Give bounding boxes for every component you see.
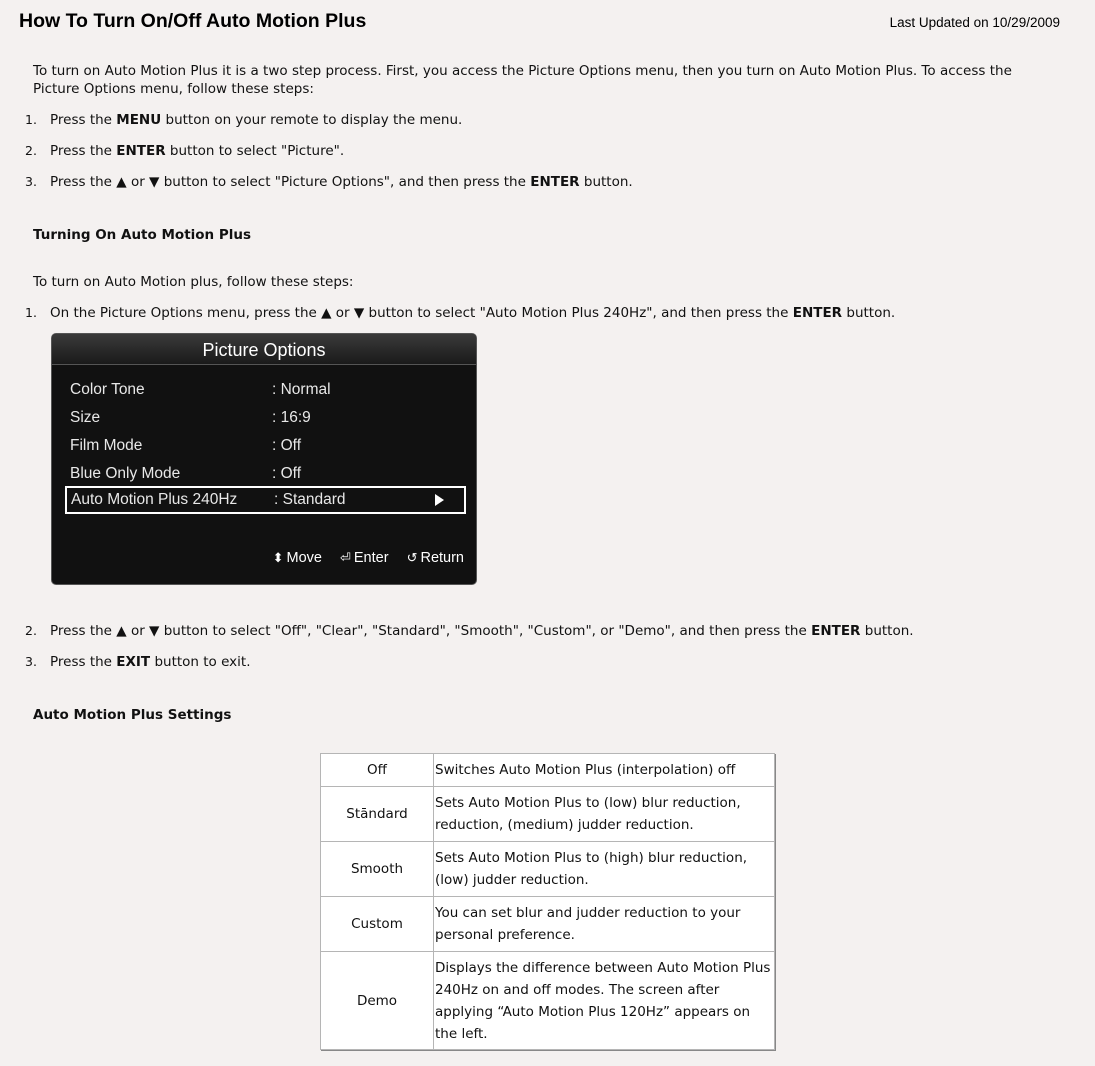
tv-menu-footer	[273, 550, 464, 566]
step-text-bold: EXIT	[116, 654, 151, 670]
step-number: 1.	[25, 112, 37, 127]
up-down-arrow-icon: ⬍	[272, 550, 284, 565]
step-number: 3.	[25, 654, 37, 669]
setting-description: Switches Auto Motion Plus (interpolation) off	[434, 754, 775, 787]
tv-menu-row-label: Auto Motion Plus 240Hz	[71, 491, 238, 508]
play-arrow-icon	[435, 494, 444, 506]
list-item	[25, 653, 251, 671]
tv-menu-row-color-tone	[70, 376, 466, 404]
step-text-pre: Press the	[50, 112, 117, 128]
step-text-pre: Press the	[50, 143, 117, 159]
tv-menu-row-value: : Normal	[272, 381, 331, 398]
setting-description: Sets Auto Motion Plus to (high) blur reduction, (low) judder reduction.	[434, 842, 775, 897]
tv-footer-return-label: Return	[420, 550, 464, 566]
tv-menu-row-value: : Off	[272, 465, 302, 482]
step-text-pre: On the Picture Options menu, press the ▲ or ▼ button to select "Auto Motion Plus 240Hz", and then press the	[50, 305, 793, 321]
step-text-bold: ENTER	[811, 623, 861, 639]
tv-menu-row-size	[70, 404, 466, 432]
list-item	[25, 142, 344, 160]
setting-description: You can set blur and judder reduction to your personal preference.	[434, 897, 775, 952]
setting-description: Sets Auto Motion Plus to (low) blur reduction, reduction, (medium) judder reduction.	[434, 787, 775, 842]
enter-icon: ⏎	[339, 550, 351, 565]
step-number: 1.	[25, 305, 37, 320]
tv-menu-row-label: Blue Only Mode	[70, 465, 181, 482]
intro-paragraph: To turn on Auto Motion Plus it is a two step process. First, you access the Picture Options menu, then you turn on Auto Motion Plus. To access the Picture Options menu, follow these steps:	[33, 63, 1012, 97]
table-row	[321, 842, 775, 897]
step-text-pre: Press the	[50, 654, 117, 670]
list-item	[25, 111, 462, 129]
tv-footer-move	[273, 550, 322, 566]
tv-menu-row-blue-only-mode	[70, 460, 466, 488]
list-item	[25, 304, 895, 322]
step-number: 2.	[25, 143, 37, 158]
tv-footer-enter	[340, 550, 389, 566]
list-item	[25, 622, 914, 640]
table-row	[321, 754, 775, 787]
step-text-post: button.	[842, 305, 896, 321]
step-text-post: button to select "Picture".	[165, 143, 345, 159]
step-text-post: button to exit.	[150, 654, 251, 670]
step-text-bold: ENTER	[116, 143, 166, 159]
step-text-bold: MENU	[116, 112, 162, 128]
settings-table	[320, 753, 775, 1050]
tv-footer-enter-label: Enter	[353, 550, 389, 566]
table-row	[321, 787, 775, 842]
return-icon: ↺	[406, 550, 418, 565]
setting-name: Custom	[321, 897, 434, 952]
tv-footer-return	[407, 550, 464, 566]
picture-options-menu-screenshot	[52, 334, 476, 584]
tv-menu-row-value: : Off	[272, 437, 302, 454]
step-text-post: button on your remote to display the menu.	[161, 112, 463, 128]
step-number: 3.	[25, 174, 37, 189]
tv-menu-row-label: Color Tone	[70, 381, 145, 398]
last-updated: Last Updated on 10/29/2009	[889, 15, 1060, 30]
step-text-pre: Press the ▲ or ▼ button to select "Picture Options", and then press the	[50, 174, 531, 190]
tv-menu-row-value: : Standard	[274, 491, 346, 508]
tv-menu-row-auto-motion-plus	[65, 486, 466, 514]
step-text-bold: ENTER	[792, 305, 843, 321]
setting-name: Demo	[321, 952, 434, 1050]
setting-name: Smooth	[321, 842, 434, 897]
step-text-post: button.	[579, 174, 633, 190]
tv-footer-move-label: Move	[286, 550, 322, 566]
tv-menu-row-label: Size	[70, 409, 101, 426]
setting-name: Off	[321, 754, 434, 787]
section-intro: To turn on Auto Motion plus, follow these steps:	[33, 274, 354, 290]
setting-name: Stāndard	[321, 787, 434, 842]
table-row	[321, 897, 775, 952]
section-heading-settings: Auto Motion Plus Settings	[33, 707, 232, 723]
tv-menu-row-label: Film Mode	[70, 437, 143, 454]
step-text-pre: Press the ▲ or ▼ button to select "Off", "Clear", "Standard", "Smooth", "Custom", or "Demo", and then press the	[50, 623, 812, 639]
step-text-bold: ENTER	[530, 174, 580, 190]
step-text-post: button.	[860, 623, 914, 639]
page-title: How To Turn On/Off Auto Motion Plus	[19, 10, 367, 32]
section-heading-turning-on: Turning On Auto Motion Plus	[33, 227, 252, 243]
list-item	[25, 173, 633, 191]
table-row	[321, 952, 775, 1050]
tv-menu-row-value: : 16:9	[272, 409, 311, 426]
tv-menu-title: Picture Options	[52, 334, 476, 365]
step-number: 2.	[25, 623, 37, 638]
setting-description: Displays the difference between Auto Motion Plus 240Hz on and off modes. The screen after applying “Auto Motion Plus 120Hz” appears on the left.	[434, 952, 775, 1050]
tv-menu-row-film-mode	[70, 432, 466, 460]
